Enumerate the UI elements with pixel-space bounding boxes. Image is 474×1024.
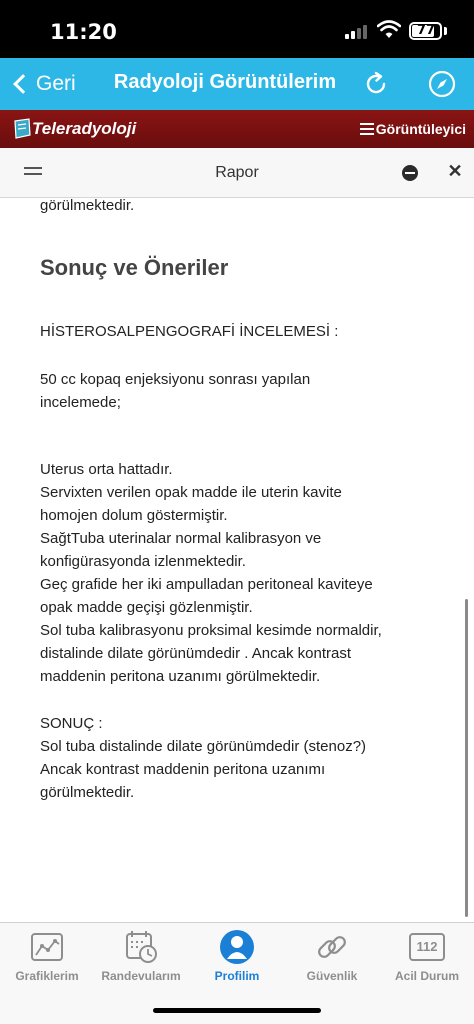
- battery-level: 77: [416, 23, 436, 38]
- report-intro: 50 cc kopaq enjeksiyonu sonrası yapılan incelemede;: [40, 371, 311, 411]
- report-text: [40, 199, 440, 217]
- back-label: Geri: [36, 72, 76, 95]
- tab-label: Randevularım: [101, 969, 181, 983]
- brand-bar: [0, 110, 474, 148]
- tab-label: Grafiklerim: [15, 969, 79, 983]
- refresh-icon[interactable]: [362, 70, 390, 98]
- report-findings: Uterus orta hattadır. Servixten verilen opak madde ile uterin kavite homojen dolum göstermiştir. SağtTuba uterinalar normal kalibrasyon ve konfigürasyonda izlenmektedir. Geç grafide her iki ampulladan peritoneal kaviteye opak madde geçişi gözlenmiştir. Sol tuba kalibrasyonu proksimal kesimde normaldir, distalinde dilate görünümdedir . Ancak kontrast maddenin peritona uzanımı görülmektedir.: [40, 461, 382, 685]
- wifi-icon: [377, 20, 401, 40]
- report-heading: Sonuç ve Öneriler: [40, 255, 229, 280]
- status-time: 11:20: [50, 20, 117, 44]
- tab-label: Profilim: [214, 969, 260, 983]
- brand-name: Teleradyoloji: [32, 119, 137, 138]
- minimize-icon[interactable]: [402, 165, 418, 181]
- report-panel-header: [0, 148, 474, 198]
- battery-icon: [409, 22, 442, 40]
- scrollbar[interactable]: [465, 599, 468, 917]
- chevron-left-icon: [13, 74, 33, 94]
- chart-icon: [29, 929, 65, 965]
- emergency-112-icon: [409, 933, 445, 961]
- emergency-number: 112: [416, 939, 438, 954]
- tab-randevularim[interactable]: [94, 929, 188, 989]
- report-content[interactable]: [0, 199, 474, 922]
- tab-acil-durum[interactable]: [380, 929, 474, 989]
- drag-handle-icon[interactable]: [24, 167, 42, 177]
- close-icon[interactable]: ✕: [447, 161, 463, 181]
- list-icon: [360, 123, 374, 135]
- teleradyoloji-logo-icon: [12, 118, 32, 140]
- viewer-label: Görüntüleyici: [375, 121, 466, 137]
- app-header: [0, 58, 474, 110]
- report-conclusion: SONUÇ : Sol tuba distalinde dilate görünümdedir (stenoz?) Ancak kontrast maddenin peritona uzanımı görülmektedir.: [40, 715, 367, 801]
- tab-guvenlik[interactable]: [285, 929, 379, 989]
- tab-grafiklerim[interactable]: [0, 929, 94, 989]
- back-button[interactable]: [10, 70, 76, 98]
- cellular-signal-icon: [345, 25, 371, 39]
- tab-profilim[interactable]: [190, 929, 284, 989]
- report-partial-line: görülmektedir.: [40, 199, 135, 214]
- home-indicator: [153, 1008, 321, 1013]
- chain-link-icon: [314, 929, 350, 965]
- profile-icon: [219, 929, 255, 965]
- calendar-clock-icon: [123, 929, 159, 965]
- compass-icon[interactable]: [428, 70, 456, 98]
- panel-title: Rapor: [215, 164, 259, 181]
- status-bar: [0, 0, 474, 58]
- report-exam-title: HİSTEROSALPENGOGRAFİ İNCELEMESİ :: [40, 323, 339, 340]
- tab-label: Acil Durum: [394, 969, 459, 983]
- page-title: Radyoloji Görüntülerim: [113, 71, 337, 93]
- viewer-button[interactable]: [360, 121, 466, 137]
- tab-label: Güvenlik: [306, 969, 358, 983]
